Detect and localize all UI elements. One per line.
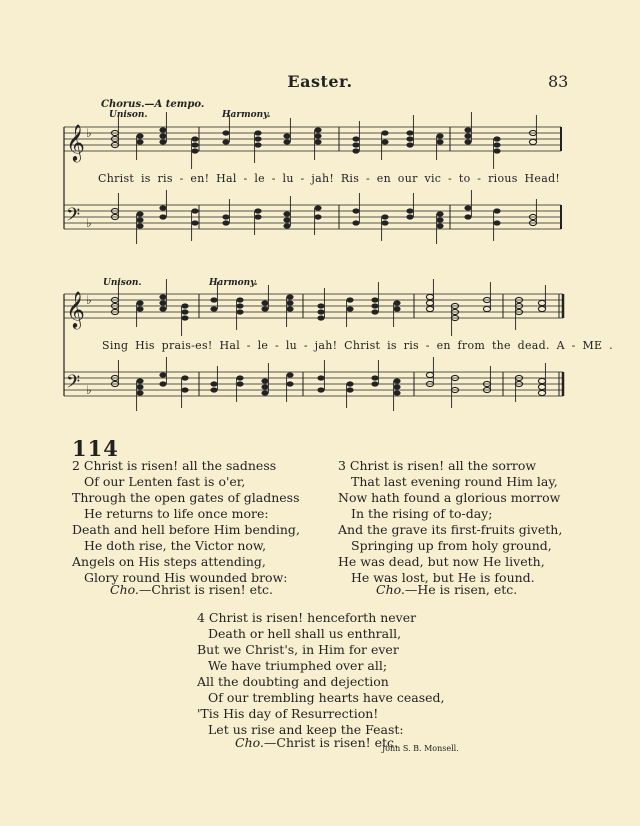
verse-3 (338, 458, 562, 586)
note-head (464, 214, 471, 219)
flat-icon: ♭ (86, 293, 92, 307)
note-head (191, 142, 198, 147)
note-head (159, 372, 166, 377)
note-head (406, 130, 413, 135)
note-head (436, 211, 443, 216)
bass-clef-icon: 𝄢 (66, 205, 81, 230)
note-head (426, 294, 433, 299)
verse-line: Of our Lenten fast is o'er, (84, 474, 246, 489)
note-head (493, 142, 500, 147)
chorus-ref-2 (110, 582, 273, 597)
treble-clef-icon: 𝄞 (66, 290, 85, 328)
note-head (222, 214, 229, 219)
note-head (159, 381, 166, 386)
note-head (406, 208, 413, 213)
note-head (254, 208, 261, 213)
note-head (317, 387, 324, 392)
note-head (346, 306, 353, 311)
note-head (181, 309, 188, 314)
verse-line: 2 Christ is risen! all the sadness (72, 458, 277, 473)
note-head (136, 306, 143, 311)
page-title: Easter. (287, 72, 353, 91)
chorus-text: —He is risen, etc. (404, 582, 518, 597)
note-head (159, 139, 166, 144)
note-head (254, 214, 261, 219)
note-head (436, 139, 443, 144)
note-head (236, 309, 243, 314)
note-head (393, 306, 400, 311)
note-head (286, 372, 293, 377)
note-head (493, 136, 500, 141)
note-head (159, 294, 166, 299)
note-head (464, 205, 471, 210)
note-head (283, 211, 290, 216)
note-head (191, 208, 198, 213)
note-head (136, 378, 143, 383)
note-head (136, 217, 143, 222)
note-head (314, 139, 321, 144)
note-head (181, 315, 188, 320)
chorus-ref-4 (235, 735, 398, 750)
verse-line: 'Tis His day of Resurrection! (197, 706, 379, 721)
note-head (159, 127, 166, 132)
note-head (381, 220, 388, 225)
note-head (317, 309, 324, 314)
note-head (493, 208, 500, 213)
note-head (283, 223, 290, 228)
note-head (261, 306, 268, 311)
note-head (136, 384, 143, 389)
note-head (261, 378, 268, 383)
note-head (181, 375, 188, 380)
note-head (191, 220, 198, 225)
note-head (136, 223, 143, 228)
hymn-number: 114 (72, 436, 119, 461)
note-head (159, 306, 166, 311)
note-head (371, 297, 378, 302)
note-head (191, 148, 198, 153)
note-head (352, 148, 359, 153)
note-head (352, 142, 359, 147)
note-head (371, 309, 378, 314)
verse-line: Death and hell before Him bending, (72, 522, 300, 537)
note-head (261, 300, 268, 305)
note-head (493, 148, 500, 153)
verse-4 (197, 610, 445, 738)
note-head (222, 130, 229, 135)
note-head (406, 142, 413, 147)
note-head (371, 303, 378, 308)
note-head (393, 378, 400, 383)
note-head (254, 142, 261, 147)
note-head (181, 387, 188, 392)
note-head (159, 133, 166, 138)
note-head (210, 381, 217, 386)
bass-clef-icon: 𝄢 (66, 372, 81, 397)
chorus-text: —Christ is risen! etc. (138, 582, 274, 597)
note-head (286, 294, 293, 299)
note-head (381, 130, 388, 135)
note-head (136, 211, 143, 216)
note-head (538, 384, 545, 389)
dynamic-unison-2: Unison. (103, 278, 142, 288)
chorus-prefix: Cho. (376, 582, 405, 597)
flat-icon: ♭ (86, 383, 92, 397)
note-head (159, 300, 166, 305)
verse-line: 4 Christ is risen! henceforth never (197, 610, 417, 625)
verse-line: Death or hell shall us enthrall, (208, 626, 402, 641)
note-head (283, 133, 290, 138)
note-head (346, 387, 353, 392)
flat-icon: ♭ (86, 126, 92, 140)
verse-line: Angels on His steps attending, (72, 554, 266, 569)
note-head (381, 214, 388, 219)
note-head (286, 381, 293, 386)
note-head (464, 133, 471, 138)
note-head (426, 300, 433, 305)
note-head (236, 297, 243, 302)
verse-line: He was dead, but now He liveth, (338, 554, 545, 569)
note-head (406, 214, 413, 219)
note-head (314, 205, 321, 210)
note-head (210, 387, 217, 392)
note-head (222, 220, 229, 225)
note-head (286, 306, 293, 311)
verse-2 (72, 458, 300, 586)
note-head (464, 139, 471, 144)
note-head (261, 384, 268, 389)
verse-line: All the doubting and dejection (197, 674, 389, 689)
note-head (464, 127, 471, 132)
note-head (210, 297, 217, 302)
verse-line: Glory round His wounded brow: (84, 570, 288, 585)
note-head (436, 217, 443, 222)
note-head (314, 214, 321, 219)
note-head (317, 315, 324, 320)
chorus-prefix: Cho. (235, 735, 264, 750)
verse-line: We have triumphed over all; (208, 658, 388, 673)
tempo-mark: Chorus.—A tempo. (101, 99, 205, 110)
note-head (352, 208, 359, 213)
note-head (352, 220, 359, 225)
note-head (136, 390, 143, 395)
page-number: 83 (548, 72, 569, 91)
verse-line: He doth rise, the Victor now, (84, 538, 267, 553)
note-head (191, 136, 198, 141)
note-head (393, 300, 400, 305)
verse-line: He was lost, but He is found. (351, 570, 535, 585)
verse-line: Springing up from holy ground, (351, 538, 552, 553)
chorus-ref-3 (376, 582, 517, 597)
note-head (136, 133, 143, 138)
chorus-text: —Christ is risen! etc. (263, 735, 399, 750)
dynamic-harmony-2: Harmony. (209, 278, 258, 288)
note-head (436, 223, 443, 228)
chorus-prefix: Cho. (110, 582, 139, 597)
note-head (254, 136, 261, 141)
note-head (538, 378, 545, 383)
dynamic-harmony: Harmony. (222, 110, 271, 120)
verse-line: And the grave its first-fruits giveth, (338, 522, 563, 537)
note-head (283, 139, 290, 144)
note-head (314, 127, 321, 132)
author-credit: John S. B. Monsell. (382, 744, 459, 753)
note-head (538, 306, 545, 311)
verse-line: Let us rise and keep the Feast: (208, 722, 404, 737)
note-head (371, 381, 378, 386)
verse-line: 3 Christ is risen! all the sorrow (338, 458, 537, 473)
note-head (393, 384, 400, 389)
note-head (393, 390, 400, 395)
note-head (159, 205, 166, 210)
note-head (181, 303, 188, 308)
note-head (352, 136, 359, 141)
note-head (159, 214, 166, 219)
verse-line: But we Christ's, in Him for ever (197, 642, 399, 657)
verse-line: Through the open gates of gladness (72, 490, 300, 505)
note-head (493, 220, 500, 225)
verse-line: Of our trembling hearts have ceased, (208, 690, 445, 705)
note-head (371, 375, 378, 380)
note-head (222, 139, 229, 144)
note-head (538, 300, 545, 305)
note-head (538, 390, 545, 395)
flat-icon: ♭ (86, 216, 92, 230)
note-head (210, 306, 217, 311)
note-head (529, 139, 536, 144)
verse-line: He returns to life once more: (84, 506, 269, 521)
verse-line: Now hath found a glorious morrow (338, 490, 561, 505)
note-head (406, 136, 413, 141)
note-head (381, 139, 388, 144)
dynamic-unison: Unison. (109, 110, 148, 120)
note-head (314, 133, 321, 138)
note-head (317, 375, 324, 380)
note-head (346, 297, 353, 302)
verse-line: In the rising of to-day; (351, 506, 493, 521)
note-head (254, 130, 261, 135)
note-head (236, 303, 243, 308)
lyrics-line-2: Sing His prais-es! Hal - le - lu - jah! Christ is ris - en from the dead. A - ME . (102, 339, 613, 352)
note-head (136, 139, 143, 144)
note-head (136, 300, 143, 305)
verse-line: That last evening round Him lay, (351, 474, 558, 489)
note-head (436, 133, 443, 138)
note-head (283, 217, 290, 222)
note-head (483, 306, 490, 311)
note-head (426, 306, 433, 311)
note-head (346, 381, 353, 386)
note-head (317, 303, 324, 308)
note-head (286, 300, 293, 305)
note-head (236, 375, 243, 380)
treble-clef-icon: 𝄞 (66, 123, 85, 161)
note-head (236, 381, 243, 386)
note-head (261, 390, 268, 395)
lyrics-line-1: Christ is ris - en! Hal - le - lu - jah! Ris - en our vic - to - rious Head! (98, 172, 561, 185)
note-head (426, 372, 433, 377)
